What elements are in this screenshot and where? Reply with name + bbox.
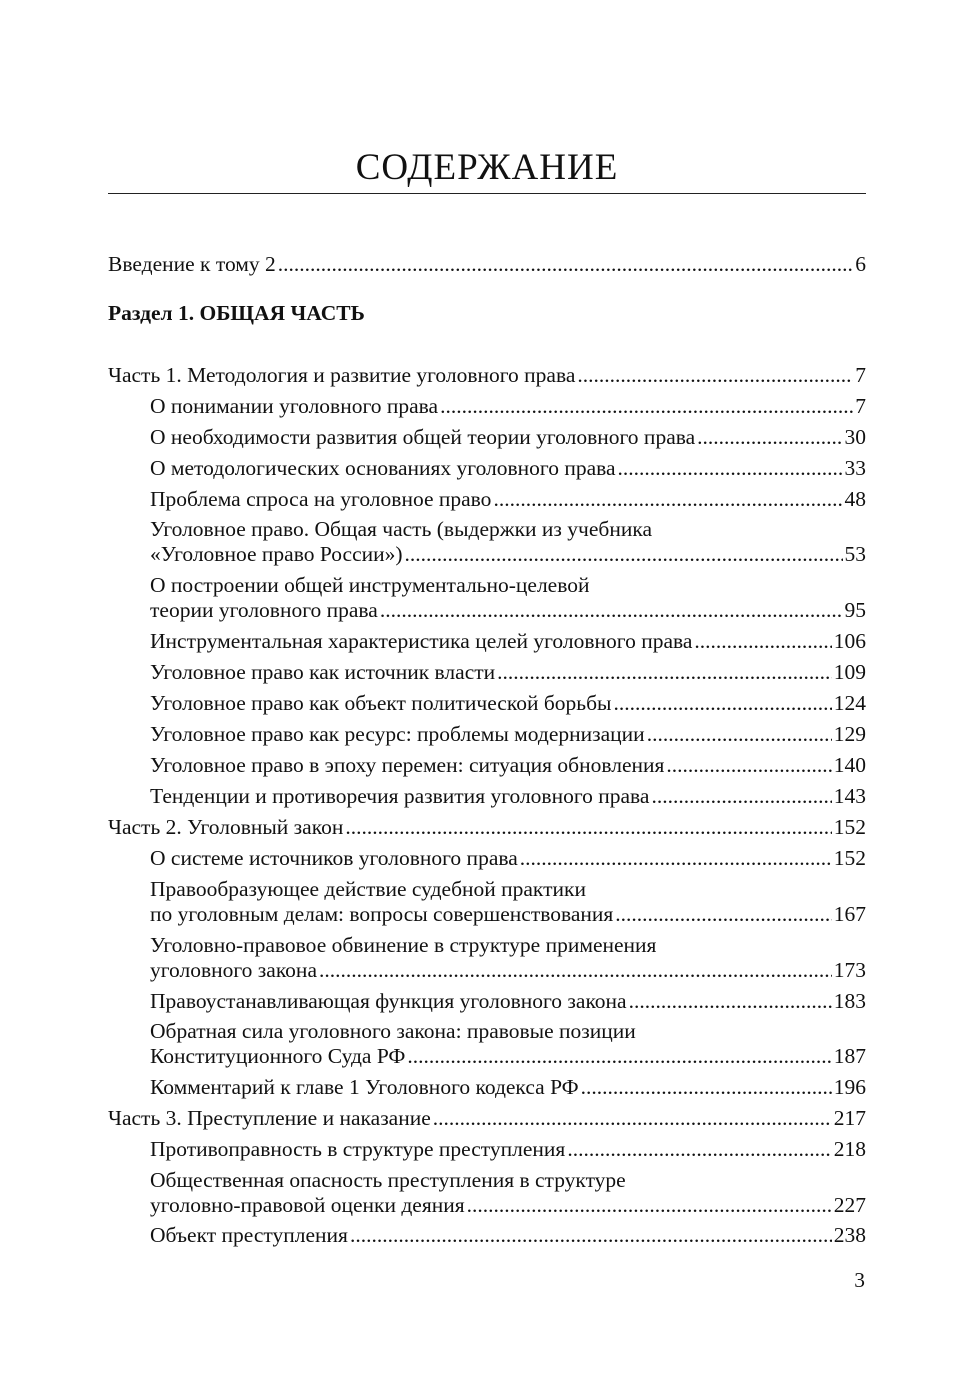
toc-entry-line — [150, 876, 866, 902]
toc-page-number: 217 — [833, 1106, 866, 1130]
toc-page-number: 183 — [833, 989, 866, 1013]
toc-entry-text: Конституционного Суда РФ — [150, 1044, 406, 1068]
toc-entry-line — [150, 486, 866, 512]
toc-entry-text: Часть 3. Преступление и наказание — [108, 1106, 431, 1130]
toc-entry-line — [150, 424, 866, 450]
toc-entry-text: Объект преступления — [150, 1223, 348, 1247]
toc-entry[interactable] — [150, 932, 866, 983]
toc-entry-text: Уголовное право. Общая часть (выдержки из учебника — [150, 517, 653, 541]
toc-entry-text: уголовного закона — [150, 958, 317, 982]
dot-leader — [651, 783, 831, 809]
toc-entry-text: О необходимости развития общей теории уголовного права — [150, 425, 696, 449]
toc-entry-text: Уголовное право как объект политической борьбы — [150, 691, 612, 715]
dot-leader — [647, 721, 832, 747]
toc-page-number: 95 — [844, 598, 866, 622]
toc-entry-line — [150, 752, 866, 778]
toc-entry-line — [150, 572, 866, 598]
toc-entry-text: теории уголовного права — [150, 598, 378, 622]
toc-entry[interactable] — [150, 455, 866, 481]
dot-leader — [497, 659, 832, 685]
toc-entry[interactable] — [150, 721, 866, 747]
dot-leader — [493, 486, 842, 512]
dot-leader — [467, 1192, 832, 1218]
toc-entry-text: Правообразующее действие судебной практики — [150, 877, 586, 901]
toc-entry-text: уголовно-правовой оценки деяния — [150, 1193, 465, 1217]
toc-entry[interactable] — [150, 572, 866, 623]
toc-page-number: 124 — [833, 691, 866, 715]
toc-entry[interactable] — [150, 690, 866, 716]
toc-page-number: 30 — [844, 425, 866, 449]
toc-entry-text: Уголовное право как источник власти — [150, 660, 496, 684]
toc-entry-text: по уголовным делам: вопросы совершенствования — [150, 902, 614, 926]
toc-entry-line — [150, 1167, 866, 1193]
toc-page-number: 6 — [855, 252, 866, 276]
toc-entry-line — [150, 1136, 866, 1162]
toc-entry-line — [150, 1192, 866, 1218]
toc-entry[interactable] — [150, 752, 866, 778]
toc-entry-line — [150, 597, 866, 623]
toc-page-number: 53 — [844, 542, 866, 566]
toc-entry[interactable] — [150, 1018, 866, 1069]
toc-entry-line — [108, 362, 866, 388]
dot-leader — [666, 752, 831, 778]
toc-entry[interactable] — [150, 783, 866, 809]
toc-entry[interactable] — [150, 988, 866, 1014]
toc-entry-line — [108, 1105, 866, 1131]
toc-entry[interactable] — [150, 1167, 866, 1218]
toc-entry-text: Комментарий к главе 1 Уголовного кодекса РФ — [150, 1075, 579, 1099]
toc-page-number: 187 — [833, 1044, 866, 1068]
toc-entry[interactable] — [150, 393, 866, 419]
dot-leader — [345, 814, 831, 840]
toc-entry-line — [150, 516, 866, 542]
toc-entry-text: О методологических основаниях уголовного права — [150, 456, 616, 480]
toc-entry-line — [150, 957, 866, 983]
toc-entry-text: «Уголовное право России») — [150, 542, 403, 566]
toc-entry-line — [150, 1043, 866, 1069]
toc-entry[interactable] — [150, 516, 866, 567]
dot-leader — [577, 362, 853, 388]
dot-leader — [405, 541, 843, 567]
dot-leader — [629, 988, 832, 1014]
toc-entry-text: Часть 1. Методология и развитие уголовного права — [108, 363, 576, 387]
toc-entry[interactable] — [150, 659, 866, 685]
dot-leader — [350, 1222, 832, 1248]
table-of-contents — [108, 0, 866, 1388]
toc-entry[interactable] — [108, 362, 866, 388]
toc-entry-line — [150, 628, 866, 654]
toc-entry-line — [150, 783, 866, 809]
toc-entry-line — [150, 845, 866, 871]
dot-leader — [567, 1136, 831, 1162]
toc-entry-text: Правоустанавливающая функция уголовного закона — [150, 989, 627, 1013]
dot-leader — [697, 424, 842, 450]
toc-entry[interactable] — [150, 1222, 866, 1248]
toc-entry[interactable] — [150, 1074, 866, 1100]
dot-leader — [433, 1105, 832, 1131]
toc-page-number: 109 — [833, 660, 866, 684]
toc-entry[interactable] — [150, 1136, 866, 1162]
toc-page-number: 238 — [833, 1223, 866, 1247]
toc-entry[interactable] — [150, 845, 866, 871]
toc-entry[interactable] — [108, 814, 866, 840]
toc-page-number: 33 — [844, 456, 866, 480]
dot-leader — [407, 1043, 831, 1069]
toc-page-number: 129 — [833, 722, 866, 746]
toc-page-number: 152 — [833, 846, 866, 870]
dot-leader — [618, 455, 843, 481]
toc-entry[interactable] — [150, 628, 866, 654]
toc-entry-line — [150, 659, 866, 685]
toc-entry-intro[interactable] — [108, 251, 866, 277]
toc-page-number: 196 — [833, 1075, 866, 1099]
toc-entry-text: О построении общей инструментально-целевой — [150, 573, 590, 597]
toc-entry-line — [150, 988, 866, 1014]
toc-entry[interactable] — [108, 1105, 866, 1131]
toc-entry-line — [108, 251, 866, 277]
page-number: 3 — [854, 1268, 865, 1292]
dot-leader — [615, 901, 831, 927]
toc-entry-text: Уголовно-правовое обвинение в структуре применения — [150, 933, 657, 957]
toc-entry-line — [108, 814, 866, 840]
dot-leader — [440, 393, 853, 419]
toc-entry-text: О понимании уголовного права — [150, 394, 439, 418]
toc-page-number: 218 — [833, 1137, 866, 1161]
toc-page-number: 152 — [833, 815, 866, 839]
toc-page-number: 140 — [833, 753, 866, 777]
toc-page-number: 173 — [833, 958, 866, 982]
toc-entry[interactable] — [150, 486, 866, 512]
toc-entry-line — [150, 901, 866, 927]
toc-page-number: 227 — [833, 1193, 866, 1217]
toc-page-number: 106 — [833, 629, 866, 653]
toc-page-number: 7 — [855, 363, 866, 387]
toc-page-number: 7 — [855, 394, 866, 418]
dot-leader — [380, 597, 843, 623]
dot-leader — [278, 251, 853, 277]
toc-page-number: 143 — [833, 784, 866, 808]
dot-leader — [319, 957, 832, 983]
toc-entry-text: Инструментальная характеристика целей уголовного права — [150, 629, 693, 653]
dot-leader — [694, 628, 831, 654]
dot-leader — [520, 845, 832, 871]
toc-entry-line — [150, 1222, 866, 1248]
toc-entry-line — [150, 932, 866, 958]
toc-page-number: 167 — [833, 902, 866, 926]
toc-entry-line — [150, 690, 866, 716]
toc-entry-text: Тенденции и противоречия развития уголовного права — [150, 784, 650, 808]
toc-entry-line — [150, 541, 866, 567]
toc-page-number: 48 — [844, 487, 866, 511]
toc-entry-text: Противоправность в структуре преступления — [150, 1137, 566, 1161]
toc-entry[interactable] — [150, 424, 866, 450]
toc-entry-text: Введение к тому 2 — [108, 252, 276, 276]
toc-entry-line — [150, 721, 866, 747]
toc-entry-text: Часть 2. Уголовный закон — [108, 815, 344, 839]
toc-entry-text: Общественная опасность преступления в структуре — [150, 1168, 626, 1192]
toc-entry-text: Уголовное право как ресурс: проблемы модернизации — [150, 722, 645, 746]
toc-entry-text: Проблема спроса на уголовное право — [150, 487, 492, 511]
toc-entry-line — [150, 455, 866, 481]
toc-entry-line — [150, 1018, 866, 1044]
dot-leader — [581, 1074, 832, 1100]
toc-entry-text: Обратная сила уголовного закона: правовые позиции — [150, 1019, 636, 1043]
toc-entry-line — [150, 393, 866, 419]
page-title: СОДЕРЖАНИЕ — [355, 147, 619, 188]
section-heading: Раздел 1. ОБЩАЯ ЧАСТЬ — [108, 301, 365, 325]
toc-entry-text: О системе источников уголовного права — [150, 846, 518, 870]
toc-entry[interactable] — [150, 876, 866, 927]
dot-leader — [613, 690, 831, 716]
toc-entry-line — [150, 1074, 866, 1100]
toc-entry-text: Уголовное право в эпоху перемен: ситуация обновления — [150, 753, 665, 777]
